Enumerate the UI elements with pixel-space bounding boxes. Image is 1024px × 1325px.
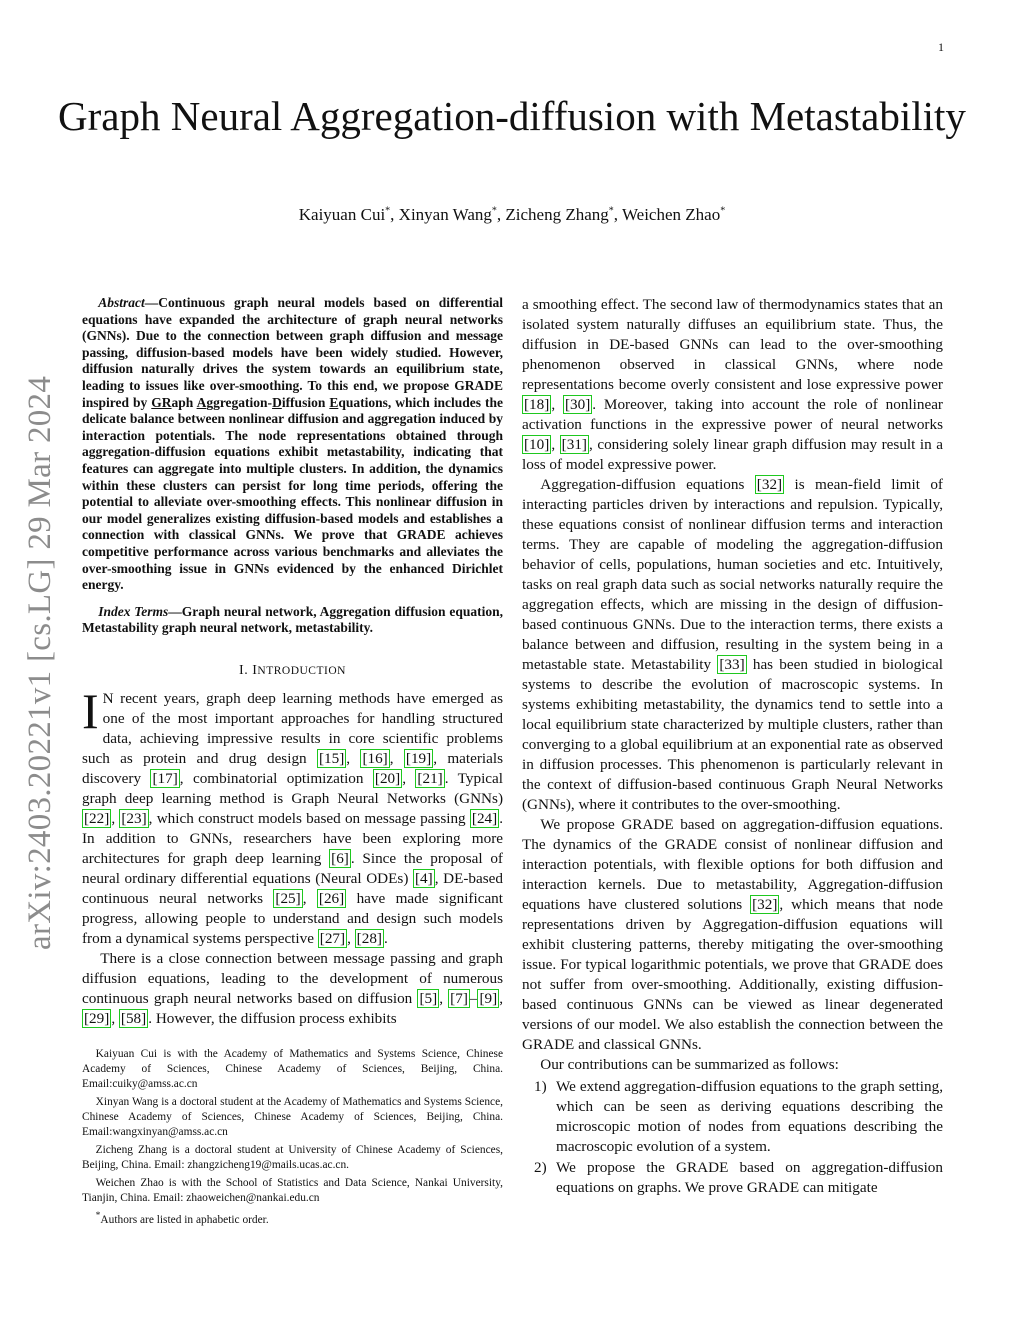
arxiv-identifier-stamp: arXiv:2403.20221v1 [cs.LG] 29 Mar 2024 [22,375,58,950]
author-mark: * [491,205,497,217]
body-text: N recent years, graph deep learning methods have emerged as one of the most important approaches for handling structured data, achieving impressive results in core scientific problems such as protein and drug design [82,689,503,767]
acronym-letter: D [272,394,282,410]
intro-paragraph-2: There is a close connection between message passing and graph diffusion equations, leading to the development of numerous continuous graph neural networks based on diffusion [5] , [7] – [9] , [29] , [58] . However, the diffusion process exhibits [82,949,503,1027]
body-text: . Moreover, taking into account the role of nonlinear activation functions in the expressive power of neural networks [522,396,943,433]
footnote-text: Authors are listed in aphabetic order. [100,1213,269,1226]
footnote: Weichen Zhao is with the School of Statistics and Data Science, Nankai University, Tianjin, China. Email: zhaoweichen@nankai.edu.cn [82,1176,503,1204]
citation-link[interactable]: [28] [356,929,382,947]
citation-link[interactable]: [21] [417,769,443,787]
body-text: . Since the proposal of neural ordinary differential equations (Neural ODEs) [82,849,503,887]
footnote: Xinyan Wang is a doctoral student at the Academy of Mathematics and Systems Science, Chinese Academy of Sciences, Chinese Academy of Sciences, Beijing, China. Email:wangxinyan@amss.ac.cn [82,1095,503,1138]
intro-paragraph-4 [522,475,943,815]
body-text: has been studied in biological systems to describe the evolution of macroscopic systems. In systems exhibiting metastability, the dynamics tend to settle into a local equilibrium state characterized by multiple clusters, rather than converging to a global equilibrium at an exponential rate as observed in diffusion processes. This phenomenon is particularly relevant in the context of diffusion-based continuous Graph Neural Networks (GNNs), where it contributes to the over-smoothing. [522,656,943,813]
citation-link[interactable]: [26] [318,889,345,907]
abstract-text: ggregation- [206,394,273,410]
list-number: 2) [534,1159,547,1176]
body-text: a smoothing effect. The second law of thermodynamics states that an isolated system naturally diffuses an equilibrium state. Thus, the diffusion in DE-based GNNs can lead to the over-smoothing phenomenon observed in classical GNNs, where node representations become overly consistent and lose expressive power [522,296,943,393]
abstract-text: iffusion [281,394,330,410]
abstract-text: aph [171,394,197,410]
citation-link[interactable]: [16] [362,749,388,767]
abstract-text: quations [338,394,388,410]
list-item [522,1077,943,1157]
citation-link[interactable]: [22] [84,809,110,827]
author-name: Xinyan Wang [398,205,492,224]
abstract-text: , which includes the delicate balance between nonlinear diffusion and aggregation induced by interaction potentials. The node representations obtained through aggregation-diffusion equations exhibit metastability, indicating that features can aggregate into multiple clusters. In addition, the dynamics within these clusters can persist for long time periods, offering the potential to alleviate over-smoothing effects. This nonlinear diffusion in our model generalizes existing diffusion-based models and establishes a connection with classical GNNs. We prove that GRADE achieves competitive performance across various benchmarks and alleviates the over-smoothing issue in GNNs evidenced by the enhanced Dirichlet energy. [82,394,504,593]
citation-link[interactable]: [10] [524,436,550,453]
citation-link[interactable]: [17] [152,769,178,787]
citation-link[interactable]: [32] [752,896,778,913]
citation-link[interactable]: [30] [564,396,591,413]
citation-link[interactable]: [33] [719,656,745,673]
citation-link[interactable]: [24] [471,809,498,827]
index-terms-text: —Graph neural network, Aggregation diffusion equation, Metastability graph neural network, metastability. [82,603,503,636]
author-mark: * [720,205,726,217]
body-text: . In addition to GNNs, researchers have been exploring more architectures for graph deep learning [82,809,503,867]
body-text: , considering solely linear graph diffusion may result in a loss of model expressive power. [522,436,944,473]
author-name: Kaiyuan Cui [298,205,386,224]
body-text: have made significant progress, allowing people to understand and design such models from a dynamical systems perspective [82,889,503,947]
paper-title: Graph Neural Aggregation-diffusion with Metastability [58,93,966,139]
footnote-mark: * [95,1210,101,1221]
author-list: Kaiyuan Cui*, Xinyan Wang*, Zicheng Zhang*, Weichen Zhao* [298,205,726,224]
footnote [82,1209,503,1228]
citation-link[interactable]: [4] [414,869,433,887]
acronym-letter: A [196,394,207,410]
citation-link[interactable]: [7] [450,989,468,1007]
index-terms [82,604,503,637]
citation-link[interactable]: [32] [756,476,783,493]
body-text: . [383,929,388,947]
abstract-text: —Continuous graph neural models based on differential equations have expanded the architecture of graph neural networks (GNNs). Due to the connection between graph diffusion and message passing, diffusion-based models have been widely studied. However, diffusion naturally drives the system towards an equilibrium state, leading to issues like over-smoothing. To this end, we propose GRADE inspired by [82,295,503,410]
intro-paragraph-5 [522,815,943,1055]
section-title-initial: I [252,662,258,678]
body-text: , combinatorial optimization [179,769,373,787]
author-name: Zicheng Zhang [505,205,609,224]
section-numeral: I. [239,662,253,678]
citation-link[interactable]: [15] [318,749,345,767]
contributions-intro: Our contributions can be summarized as follows: [540,1056,839,1073]
abstract-label: Abstract [98,295,145,310]
footnote: Kaiyuan Cui is with the Academy of Mathematics and Systems Science, Chinese Academy of Sciences, Chinese Academy of Sciences, Beijing, China. Email:cuiky@amss.ac.cn [82,1047,503,1090]
citation-link[interactable]: [20] [374,769,401,787]
citation-link[interactable]: [27] [319,929,346,947]
footnote: Zicheng Zhang is a doctoral student at University of Chinese Academy of Sciences, Beijing, China. Email: zhangzicheng19@mails.ucas.ac.cn. [82,1143,503,1171]
body-text: , which construct models based on message passing [148,809,470,827]
citation-link[interactable]: [23] [121,809,147,827]
author-footnotes [82,1047,503,1228]
drop-cap: I [82,682,99,739]
intro-paragraph-1: I N recent years, graph deep learning methods have emerged as one of the most important approaches for handling structured data, achieving impressive results in core scientific problems such as protein and drug design [15] , [16] , [19] , materials discovery [17] , combinatorial optimization [20] , [21] . Typical graph deep learning method is Graph Neural Networks (GNNs) [22] , [23] , which construct models based on message passing [24] . In addition to GNNs, researchers have been exploring more architectures for graph deep learning [6] . Since the proposal of neural ordinary differential equations (Neural ODEs) [4] , DE-based continuous neural networks [25] , [26] have made significant progress, allowing people to understand and design such models from a dynamical systems perspective [27] , [28] . [82,682,504,947]
abstract [82,295,503,594]
body-text: is mean-field limit of interacting particles driven by interactions and repulsion. Typically, these equations consist of nonlinear diffusion terms and interaction terms. They are capable of modeling the aggregation-diffusion behavior of cells, populations, human societies and etc. Intuitively, tasks on real graph data such as social networks naturally require the aggregation effects, which are missing in the design of diffusion-based continuous GNNs. Due to the interaction terms, there exists a balance between and diffusion, resulting in the system being in a metastable state. Metastability [522,476,943,673]
citation-link[interactable]: [25] [275,889,301,907]
right-column [522,295,943,1199]
body-text: There is a close connection between message passing and graph diffusion equations, leading to the development of numerous continuous graph neural networks based on diffusion [82,949,503,1007]
body-text: , materials discovery [82,749,504,787]
index-terms-label: Index Terms [98,603,169,619]
body-text: , which means that node representations driven by Aggregation-diffusion equations will exhibit clustering patterns, thereby mitigating the over-smoothing issue. For typical logarithmic potentials, we prove that GRADE does not suffer from over-smoothing. Additionally, existing diffusion-based continuous GNNs can be viewed as linear degenerated versions of our model. We also establish the connection between the GRADE and classical GNNs. [522,896,943,1053]
acronym-letter: GR [151,394,172,410]
author-mark: * [608,205,614,217]
body-text: . However, the diffusion process exhibits [148,1009,397,1027]
citation-link[interactable]: [29] [84,1009,110,1027]
section-heading-introduction [82,661,503,681]
citation-link[interactable]: [18] [524,396,550,413]
list-number: 1) [534,1078,547,1095]
intro-paragraph-3: a smoothing effect. The second law of thermodynamics states that an isolated system naturally diffuses an equilibrium state. Thus, the diffusion in DE-based GNNs can lead to the over-smoothing phenomenon observed in classical GNNs, where node representations become overly consistent and lose expressive power [18] , [30] . Moreover, taking into account the role of nonlinear activation functions in the expressive power of neural networks [10] , [31] , considering solely linear graph diffusion may result in a loss of model expressive power. [522,296,944,473]
contributions-list [522,1077,943,1198]
body-text: , DE-based continuous neural networks [82,869,503,907]
page-number: 1 [938,40,944,54]
list-item-text: We extend aggregation-diffusion equations to the graph setting, which can be seen as deriving equations describing the microscopic motion of nodes from equations describing the macroscopic evolution of a system. [556,1078,943,1155]
citation-link[interactable]: [58] [120,1009,147,1027]
acronym-letter: E [329,394,339,410]
section-title-rest: NTRODUCTION [257,664,346,677]
citation-link[interactable]: [9] [479,989,498,1007]
citation-link[interactable]: [6] [331,849,349,867]
citation-link[interactable]: [31] [561,436,587,453]
body-text: We propose GRADE based on aggregation-diffusion equations. The dynamics of the GRADE consist of nonlinear diffusion and interaction potentials, with flexible options for both diffusion and interaction kernels. Due to metastability, Aggregation-diffusion equations have clustered solutions [522,816,943,913]
body-text: . Typical graph deep learning method is Graph Neural Networks (GNNs) [82,769,503,807]
author-mark: * [385,205,391,217]
list-item-text: We propose the GRADE based on aggregation-diffusion equations on graphs. We prove GRADE can mitigate [556,1159,943,1196]
left-column [82,295,503,1231]
body-text: Aggregation-diffusion equations [540,476,755,493]
citation-link[interactable]: [5] [419,989,438,1007]
author-name: Weichen Zhao [621,205,721,224]
list-item [522,1158,943,1198]
citation-link[interactable]: [19] [405,749,432,767]
